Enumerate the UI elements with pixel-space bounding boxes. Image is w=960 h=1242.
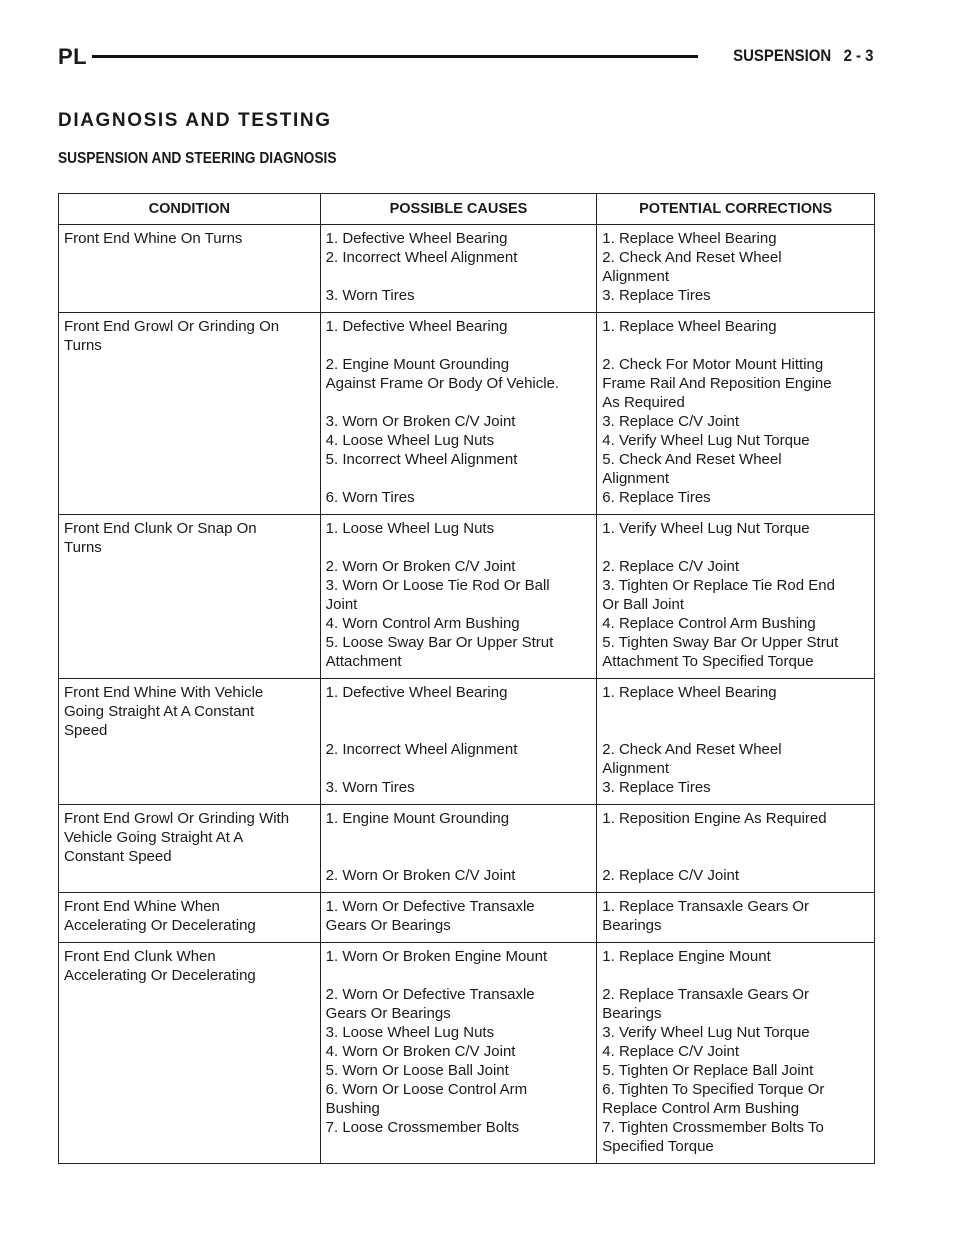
cell-line: Replace Control Arm Bushing [602, 1100, 800, 1117]
line-spacer [602, 721, 870, 740]
line-spacer [326, 847, 593, 866]
cell-line: 1. Loose Wheel Lug Nuts [325, 520, 495, 537]
cell-line: 3. Replace Tires [602, 287, 711, 304]
cell-line: 5. Check And Reset Wheel [602, 451, 782, 468]
cell-possible-causes [320, 225, 597, 313]
table-row [59, 313, 875, 515]
cell-condition [59, 805, 321, 893]
cell-line: Against Frame Or Body Of Vehicle. [325, 375, 560, 392]
cell-line: Turns [64, 539, 102, 556]
cell-line: Front End Clunk Or Snap On [64, 520, 257, 537]
cell-potential-corrections [597, 515, 875, 679]
cell-line: Attachment To Specified Torque [602, 653, 814, 670]
header-model-code: PL [58, 44, 88, 69]
cell-possible-causes [320, 313, 597, 515]
cell-line: As Required [602, 394, 685, 411]
line-spacer [602, 847, 870, 866]
cell-line: Alignment [602, 470, 669, 487]
cell-line: 5. Loose Sway Bar Or Upper Strut [325, 634, 554, 651]
cell-possible-causes [320, 943, 597, 1164]
cell-line: 4. Loose Wheel Lug Nuts [325, 432, 495, 449]
cell-line: 2. Check And Reset Wheel [602, 741, 782, 758]
cell-condition [59, 313, 321, 515]
cell-line: 2. Check And Reset Wheel [602, 249, 782, 266]
cell-line: 5. Tighten Or Replace Ball Joint [602, 1062, 814, 1079]
line-spacer [326, 267, 593, 286]
diagnosis-table [58, 193, 875, 1164]
line-spacer [326, 393, 593, 412]
cell-line: 3. Worn Tires [325, 287, 415, 304]
cell-line: Going Straight At A Constant [64, 703, 255, 720]
table-header-row [59, 194, 875, 225]
cell-line: Front End Growl Or Grinding On [64, 318, 280, 335]
cell-line: Front End Growl Or Grinding With [64, 810, 290, 827]
cell-line: Alignment [602, 268, 669, 285]
cell-line: 3. Replace C/V Joint [602, 413, 740, 430]
cell-line: 4. Verify Wheel Lug Nut Torque [602, 432, 810, 449]
cell-line: Attachment [325, 653, 402, 670]
cell-line: 1. Worn Or Defective Transaxle [325, 898, 535, 915]
cell-potential-corrections [597, 225, 875, 313]
cell-potential-corrections [597, 943, 875, 1164]
line-spacer [326, 538, 593, 557]
line-spacer [602, 966, 870, 985]
cell-condition [59, 943, 321, 1164]
header-page-number: 2 - 3 [844, 46, 874, 65]
cell-line: 4. Replace C/V Joint [602, 1043, 740, 1060]
cell-line: 3. Worn Or Loose Tie Rod Or Ball [325, 577, 550, 594]
cell-line: Front End Whine When [64, 898, 220, 915]
cell-line: Front End Clunk When [64, 948, 216, 965]
cell-line: Alignment [602, 760, 669, 777]
cell-line: 2. Incorrect Wheel Alignment [325, 249, 518, 266]
cell-possible-causes [320, 679, 597, 805]
line-spacer [326, 336, 593, 355]
cell-line: 1. Engine Mount Grounding [325, 810, 510, 827]
cell-line: 3. Loose Wheel Lug Nuts [325, 1024, 495, 1041]
cell-line: 7. Loose Crossmember Bolts [325, 1119, 520, 1136]
cell-line: Vehicle Going Straight At A [64, 829, 244, 846]
cell-line: 5. Incorrect Wheel Alignment [325, 451, 518, 468]
table-row [59, 943, 875, 1164]
cell-potential-corrections [597, 893, 875, 943]
cell-line: 6. Replace Tires [602, 489, 711, 506]
cell-line: 1. Defective Wheel Bearing [325, 318, 508, 335]
cell-condition [59, 515, 321, 679]
cell-line: 1. Reposition Engine As Required [602, 810, 827, 827]
cell-line: Constant Speed [64, 848, 172, 865]
line-spacer [326, 721, 593, 740]
line-spacer [326, 828, 593, 847]
line-spacer [326, 759, 593, 778]
cell-line: Gears Or Bearings [325, 917, 451, 934]
column-header-potential-corrections: POTENTIAL CORRECTIONS [597, 194, 875, 225]
cell-line: Frame Rail And Reposition Engine [602, 375, 832, 392]
cell-line: 1. Replace Wheel Bearing [602, 684, 777, 701]
cell-line: 1. Replace Wheel Bearing [602, 318, 777, 335]
cell-line: 6. Worn Or Loose Control Arm [325, 1081, 528, 1098]
cell-line: 1. Defective Wheel Bearing [325, 230, 508, 247]
cell-line: 2. Worn Or Broken C/V Joint [325, 558, 516, 575]
cell-line: 1. Defective Wheel Bearing [325, 684, 508, 701]
cell-line: 5. Tighten Sway Bar Or Upper Strut [602, 634, 839, 651]
cell-line: Or Ball Joint [602, 596, 684, 613]
line-spacer [326, 469, 593, 488]
cell-line: 3. Replace Tires [602, 779, 711, 796]
subsection-title: SUSPENSION AND STEERING DIAGNOSIS [58, 150, 337, 167]
cell-line: Specified Torque [602, 1138, 714, 1155]
cell-line: 2. Replace C/V Joint [602, 867, 740, 884]
cell-possible-causes [320, 893, 597, 943]
cell-line: 3. Worn Or Broken C/V Joint [325, 413, 516, 430]
cell-line: 6. Tighten To Specified Torque Or [602, 1081, 825, 1098]
header-section [734, 46, 874, 66]
cell-possible-causes [320, 805, 597, 893]
cell-line: 5. Worn Or Loose Ball Joint [325, 1062, 509, 1079]
line-spacer [326, 966, 593, 985]
cell-line: Accelerating Or Decelerating [64, 917, 256, 934]
cell-condition [59, 893, 321, 943]
cell-line: 3. Verify Wheel Lug Nut Torque [602, 1024, 810, 1041]
cell-line: 1. Replace Engine Mount [602, 948, 771, 965]
cell-line: 1. Replace Wheel Bearing [602, 230, 777, 247]
cell-line: 7. Tighten Crossmember Bolts To [602, 1119, 824, 1136]
cell-line: 2. Incorrect Wheel Alignment [325, 741, 518, 758]
page-header [58, 44, 874, 70]
cell-line: Bearings [602, 917, 662, 934]
cell-possible-causes [320, 515, 597, 679]
cell-line: 4. Worn Or Broken C/V Joint [325, 1043, 516, 1060]
table-row [59, 679, 875, 805]
line-spacer [326, 702, 593, 721]
cell-line: Speed [64, 722, 108, 739]
cell-line: Bearings [602, 1005, 662, 1022]
line-spacer [602, 702, 870, 721]
line-spacer [602, 828, 870, 847]
cell-potential-corrections [597, 313, 875, 515]
section-title: DIAGNOSIS AND TESTING [58, 110, 332, 131]
cell-line: 3. Tighten Or Replace Tie Rod End [602, 577, 835, 594]
cell-line: Front End Whine On Turns [64, 230, 243, 247]
table-row [59, 225, 875, 313]
cell-line: Accelerating Or Decelerating [64, 967, 256, 984]
cell-line: 1. Replace Transaxle Gears Or [602, 898, 810, 915]
line-spacer [602, 336, 870, 355]
cell-line: 1. Verify Wheel Lug Nut Torque [602, 520, 810, 537]
cell-line: 2. Worn Or Defective Transaxle [325, 986, 535, 1003]
table-body [59, 225, 875, 1164]
cell-line: Gears Or Bearings [325, 1005, 451, 1022]
table-row [59, 893, 875, 943]
cell-line: 2. Check For Motor Mount Hitting [602, 356, 824, 373]
cell-line: 1. Worn Or Broken Engine Mount [325, 948, 548, 965]
line-spacer [602, 538, 870, 557]
cell-line: 2. Engine Mount Grounding [325, 356, 510, 373]
header-rule [92, 55, 698, 58]
cell-line: 2. Replace C/V Joint [602, 558, 740, 575]
cell-line: Joint [325, 596, 358, 613]
column-header-condition: CONDITION [59, 194, 321, 225]
cell-line: 4. Worn Control Arm Bushing [325, 615, 520, 632]
table-row [59, 515, 875, 679]
cell-line: Bushing [325, 1100, 380, 1117]
header-section-title: SUSPENSION [733, 46, 832, 65]
cell-condition [59, 225, 321, 313]
cell-line: Turns [64, 337, 102, 354]
cell-line: 6. Worn Tires [325, 489, 415, 506]
cell-potential-corrections [597, 805, 875, 893]
cell-line: Front End Whine With Vehicle [64, 684, 264, 701]
column-header-possible-causes: POSSIBLE CAUSES [320, 194, 597, 225]
cell-condition [59, 679, 321, 805]
cell-line: 3. Worn Tires [325, 779, 415, 796]
cell-line: 2. Replace Transaxle Gears Or [602, 986, 810, 1003]
cell-line: 2. Worn Or Broken C/V Joint [325, 867, 516, 884]
cell-potential-corrections [597, 679, 875, 805]
cell-line: 4. Replace Control Arm Bushing [602, 615, 816, 632]
table-row [59, 805, 875, 893]
